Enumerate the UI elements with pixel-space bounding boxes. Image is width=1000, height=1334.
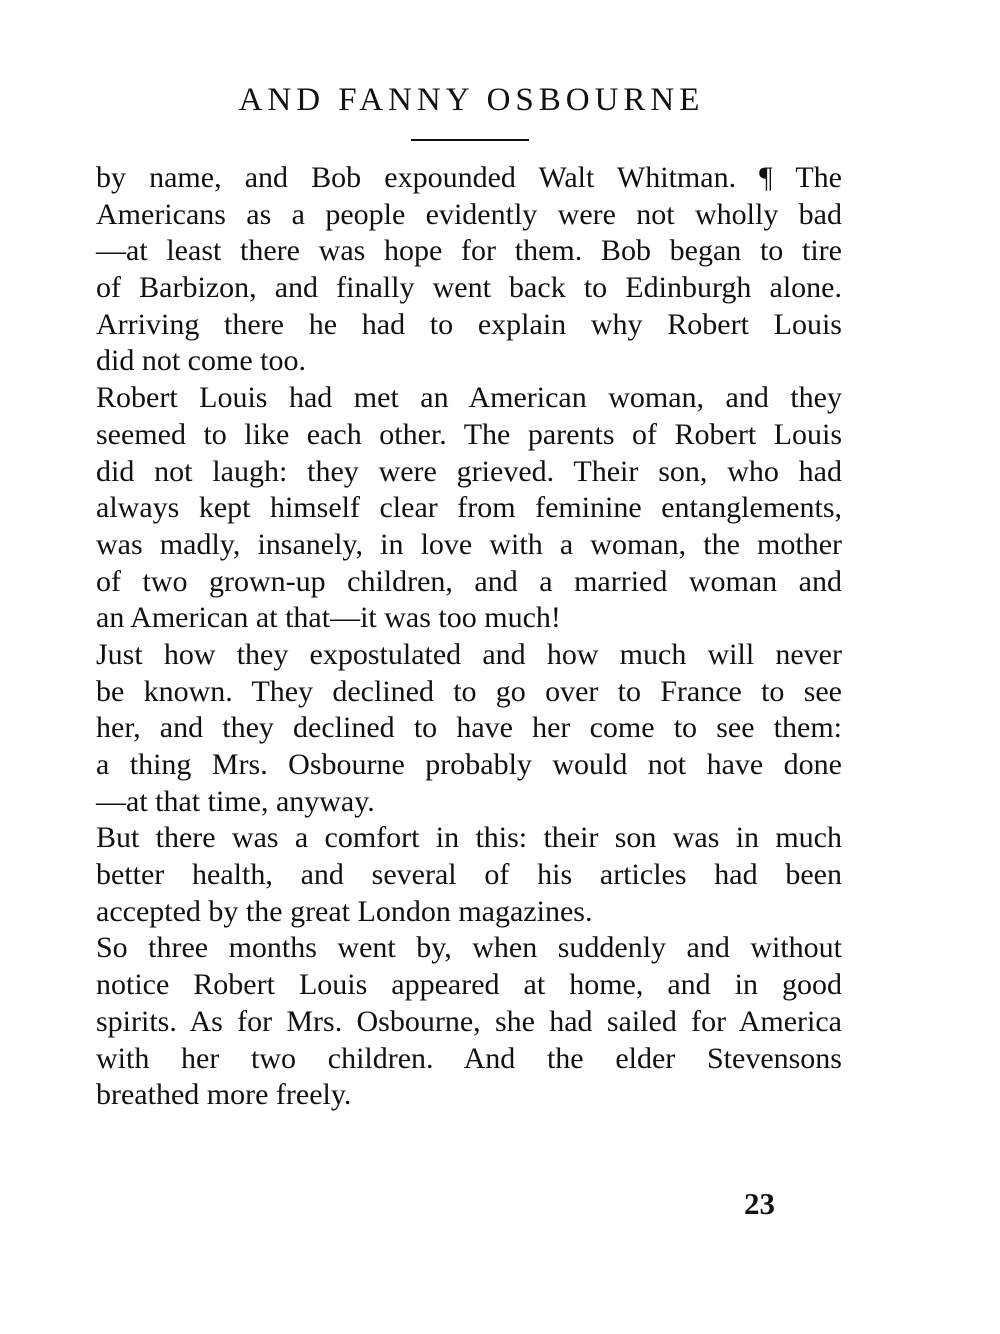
- text-line: Arriving there he had to explain why Robert Louis: [96, 307, 842, 341]
- text-line: by name, and Bob expounded Walt Whitman. ¶ The: [96, 161, 842, 194]
- text-line: did not come too.: [96, 344, 306, 378]
- text-line: breathed more freely.: [96, 1078, 352, 1112]
- text-line: her, and they declined to have her come to see them:: [96, 711, 842, 745]
- text-line: —at that time, anyway.: [96, 784, 375, 818]
- text-line: notice Robert Louis appeared at home, and in good: [96, 968, 842, 1002]
- text-line: an American at that—it was too much!: [96, 601, 561, 635]
- paragraph: [96, 820, 842, 930]
- paragraph: [96, 930, 842, 1113]
- page-number: 23: [744, 1186, 775, 1221]
- text-line: better health, and several of his articles had been: [96, 858, 842, 892]
- text-line: seemed to like each other. The parents of Robert Louis: [96, 417, 842, 451]
- text-line: Americans as a people evidently were not wholly bad: [96, 197, 842, 231]
- text-line: of Barbizon, and finally went back to Edinburgh alone.: [96, 271, 842, 305]
- text-line: So three months went by, when suddenly and without: [96, 931, 842, 965]
- text-line: be known. They declined to go over to France to see: [96, 674, 842, 708]
- paragraph: [96, 380, 842, 637]
- text-line: spirits. As for Mrs. Osbourne, she had sailed for America: [96, 1004, 842, 1038]
- text-line: Robert Louis had met an American woman, and they: [96, 381, 842, 415]
- text-line: was madly, insanely, in love with a woman, the mother: [96, 527, 842, 561]
- text-line: a thing Mrs. Osbourne probably would not have done: [96, 748, 842, 781]
- paragraph: [96, 637, 842, 820]
- text-line: of two grown-up children, and a married woman and: [96, 564, 842, 598]
- head-rule: [411, 139, 529, 141]
- text-line: with her two children. And the elder Stevensons: [96, 1041, 842, 1075]
- text-line: But there was a comfort in this: their son was in much: [96, 821, 842, 855]
- text-line: —at least there was hope for them. Bob began to tire: [96, 234, 842, 268]
- text-line: always kept himself clear from feminine entanglements,: [96, 491, 842, 525]
- text-line: accepted by the great London magazines.: [96, 894, 593, 928]
- text-line: Just how they expostulated and how much will never: [96, 637, 842, 671]
- running-head: AND FANNY OSBOURNE: [238, 82, 705, 118]
- text-line: did not laugh: they were grieved. Their son, who had: [96, 454, 842, 488]
- body-text: [96, 160, 842, 1114]
- paragraph: [96, 160, 842, 380]
